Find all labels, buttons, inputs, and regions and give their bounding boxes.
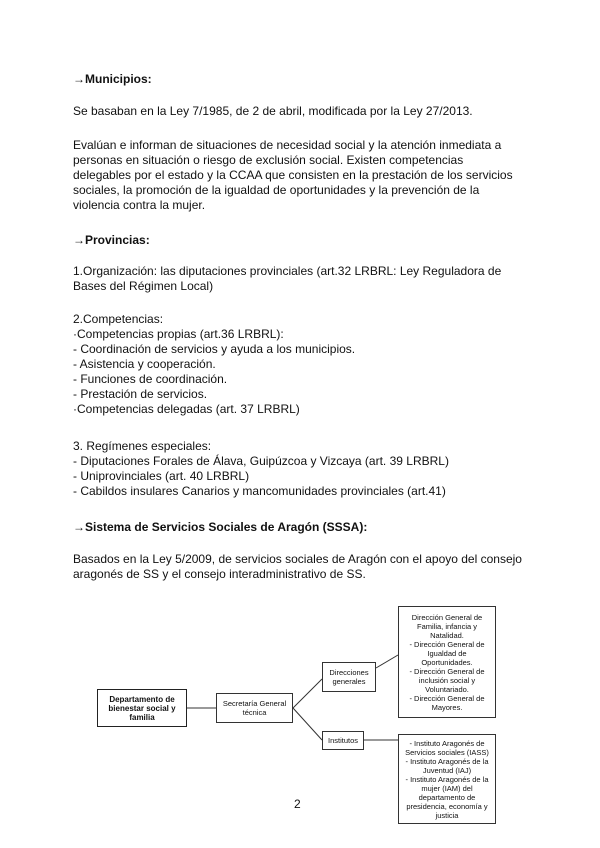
box-line: mujer (IAM) del — [421, 783, 473, 793]
box-line: Departamento de — [109, 694, 175, 704]
box-line: justicia — [435, 810, 459, 820]
page-number: 2 — [294, 797, 301, 811]
box-line: - Dirección General de — [409, 693, 485, 703]
text-line: Evalúan e informan de situaciones de necesidad social y la atención inmediata a — [73, 138, 502, 152]
box-line: inclusión social y — [418, 675, 476, 685]
text-line: - Uniprovinciales (art. 40 LRBRL) — [73, 469, 250, 483]
box-line: Dirección General de — [411, 612, 483, 622]
box-departamento — [97, 689, 187, 727]
text-line: ·Competencias propias (art.36 LRBRL): — [73, 327, 284, 341]
box-direcciones-generales — [322, 662, 376, 692]
text-line: - Cabildos insulares Canarios y mancomunidades provinciales (art.41) — [73, 484, 446, 498]
box-line: técnica — [242, 708, 267, 717]
municipios-paragraph-1: Se basaban en la Ley 7/1985, de 2 de abril, modificada por la Ley 27/2013. — [73, 104, 473, 118]
text-line: - Prestación de servicios. — [73, 387, 208, 401]
box-institutos-list — [398, 734, 496, 824]
text-line: sociales, la promoción de la igualdad de oportunidades y la prevención de la — [73, 183, 480, 197]
text-line: ·Competencias delegadas (art. 37 LRBRL) — [73, 402, 300, 416]
text-line: Bases del Régimen Local) — [73, 279, 214, 293]
box-line: bienestar social y — [108, 703, 176, 713]
box-line: Voluntariado. — [425, 684, 469, 694]
text-line: delegables por el estado y la CCAA que consisten en la prestación de los servicios — [73, 168, 513, 182]
text-line: 2.Competencias: — [73, 312, 164, 326]
box-secretaria — [216, 693, 293, 723]
box-line: Secretaría General — [222, 699, 287, 708]
box-line: - Dirección General de — [409, 639, 485, 649]
box-line: Direcciones — [329, 668, 369, 677]
text-line: violencia contra la mujer. — [73, 198, 206, 212]
box-line: Mayores. — [431, 702, 463, 712]
box-line: Juventud (IAJ) — [422, 765, 472, 775]
heading-provincias: →Provincias: — [73, 233, 150, 247]
text-line: aragonés de SS y el consejo interadministrativo de SS. — [73, 567, 366, 581]
heading-sssa: →Sistema de Servicios Sociales de Aragón (SSSA): — [73, 520, 368, 534]
box-line: Familia, infancia y — [416, 621, 478, 631]
text-line: Basados en la Ley 5/2009, de servicios sociales de Aragón con el apoyo del consejo — [73, 552, 522, 566]
box-line: departamento de — [418, 792, 476, 802]
box-line: - Instituto Aragonés de la — [405, 756, 489, 766]
text-line: 3. Regímenes especiales: — [73, 439, 212, 453]
text-line: - Diputaciones Forales de Álava, Guipúzcoa y Vizcaya (art. 39 LRBRL) — [73, 454, 449, 468]
box-line: - Dirección General de — [409, 666, 485, 676]
box-line: - Instituto Aragonés de — [409, 738, 485, 748]
text-line: 1.Organización: las diputaciones provinciales (art.32 LRBRL: Ley Reguladora de — [73, 264, 502, 278]
box-line: Oportunidades. — [421, 657, 473, 667]
text-line: - Coordinación de servicios y ayuda a los municipios. — [73, 342, 356, 356]
text-line: - Funciones de coordinación. — [73, 372, 228, 386]
box-line: presidencia, economía y — [406, 801, 488, 811]
box-line: familia — [129, 712, 155, 722]
text-line: - Asistencia y cooperación. — [73, 357, 216, 371]
box-line: Natalidad. — [430, 630, 464, 640]
text-line: personas en situación o riesgo de exclusión social. Existen competencias — [73, 153, 464, 167]
heading-municipios: →Municipios: — [73, 72, 152, 86]
box-direcciones-list — [398, 606, 496, 718]
box-line: generales — [332, 677, 366, 686]
box-line: - Instituto Aragonés de la — [405, 774, 489, 784]
box-line: Servicios sociales (IASS) — [405, 747, 489, 757]
box-institutos — [322, 731, 364, 750]
box-line: Igualdad de — [427, 648, 467, 658]
box-line: Institutos — [327, 736, 358, 745]
